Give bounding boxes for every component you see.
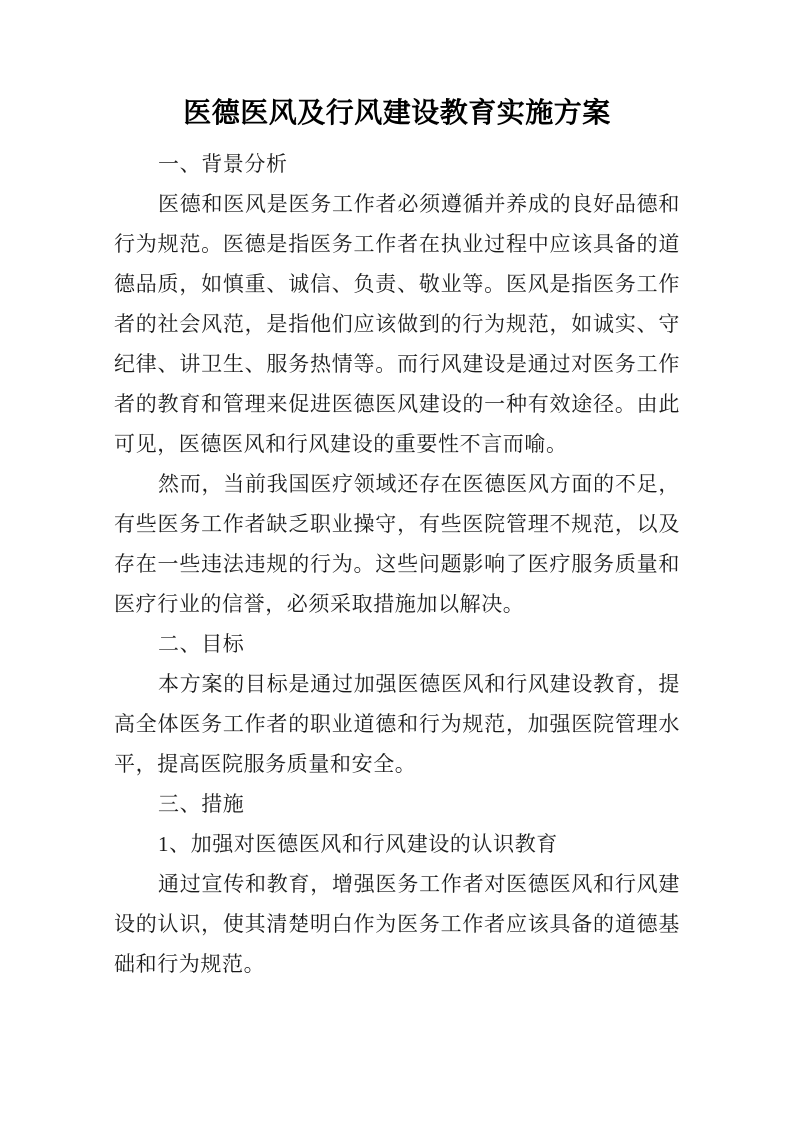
title-spacer <box>114 130 680 144</box>
section-heading: 二、目标 <box>158 632 245 656</box>
body-paragraph: 通过宣传和教育，增强医务工作者对医德医风和行风建设的认识，使其清楚明白作为医务工作者应该具备的道德基础和行为规范。 <box>114 872 680 976</box>
body-paragraph: 医德和医风是医务工作者必须遵循并养成的良好品德和行为规范。医德是指医务工作者在执业过程中应该具备的道德品质，如慎重、诚信、负责、敬业等。医风是指医务工作者的社会风范，是指他们应该做到的行为规范，如诚实、守纪律、讲卫生、服务热情等。而行风建设是通过对医务工作者的教育和管理来促进医德医风建设的一种有效途径。由此可见，医德医风和行风建设的重要性不言而喻。 <box>114 192 680 456</box>
list-item: 1、加强对医德医风和行风建设的认识教育 <box>158 832 558 856</box>
document-body <box>114 0 680 984</box>
body-paragraph: 本方案的目标是通过加强医德医风和行风建设教育，提高全体医务工作者的职业道德和行为规范，加强医院管理水平，提高医院服务质量和安全。 <box>114 672 680 776</box>
section-heading: 三、措施 <box>158 792 245 816</box>
document-content <box>114 144 680 984</box>
page-title: 医德医风及行风建设教育实施方案 <box>183 97 611 128</box>
body-paragraph: 然而，当前我国医疗领域还存在医德医风方面的不足，有些医务工作者缺乏职业操守，有些医院管理不规范，以及存在一些违法违规的行为。这些问题影响了医疗服务质量和医疗行业的信誉，必须采取措施加以解决。 <box>114 472 680 616</box>
section-heading: 一、背景分析 <box>158 152 288 176</box>
